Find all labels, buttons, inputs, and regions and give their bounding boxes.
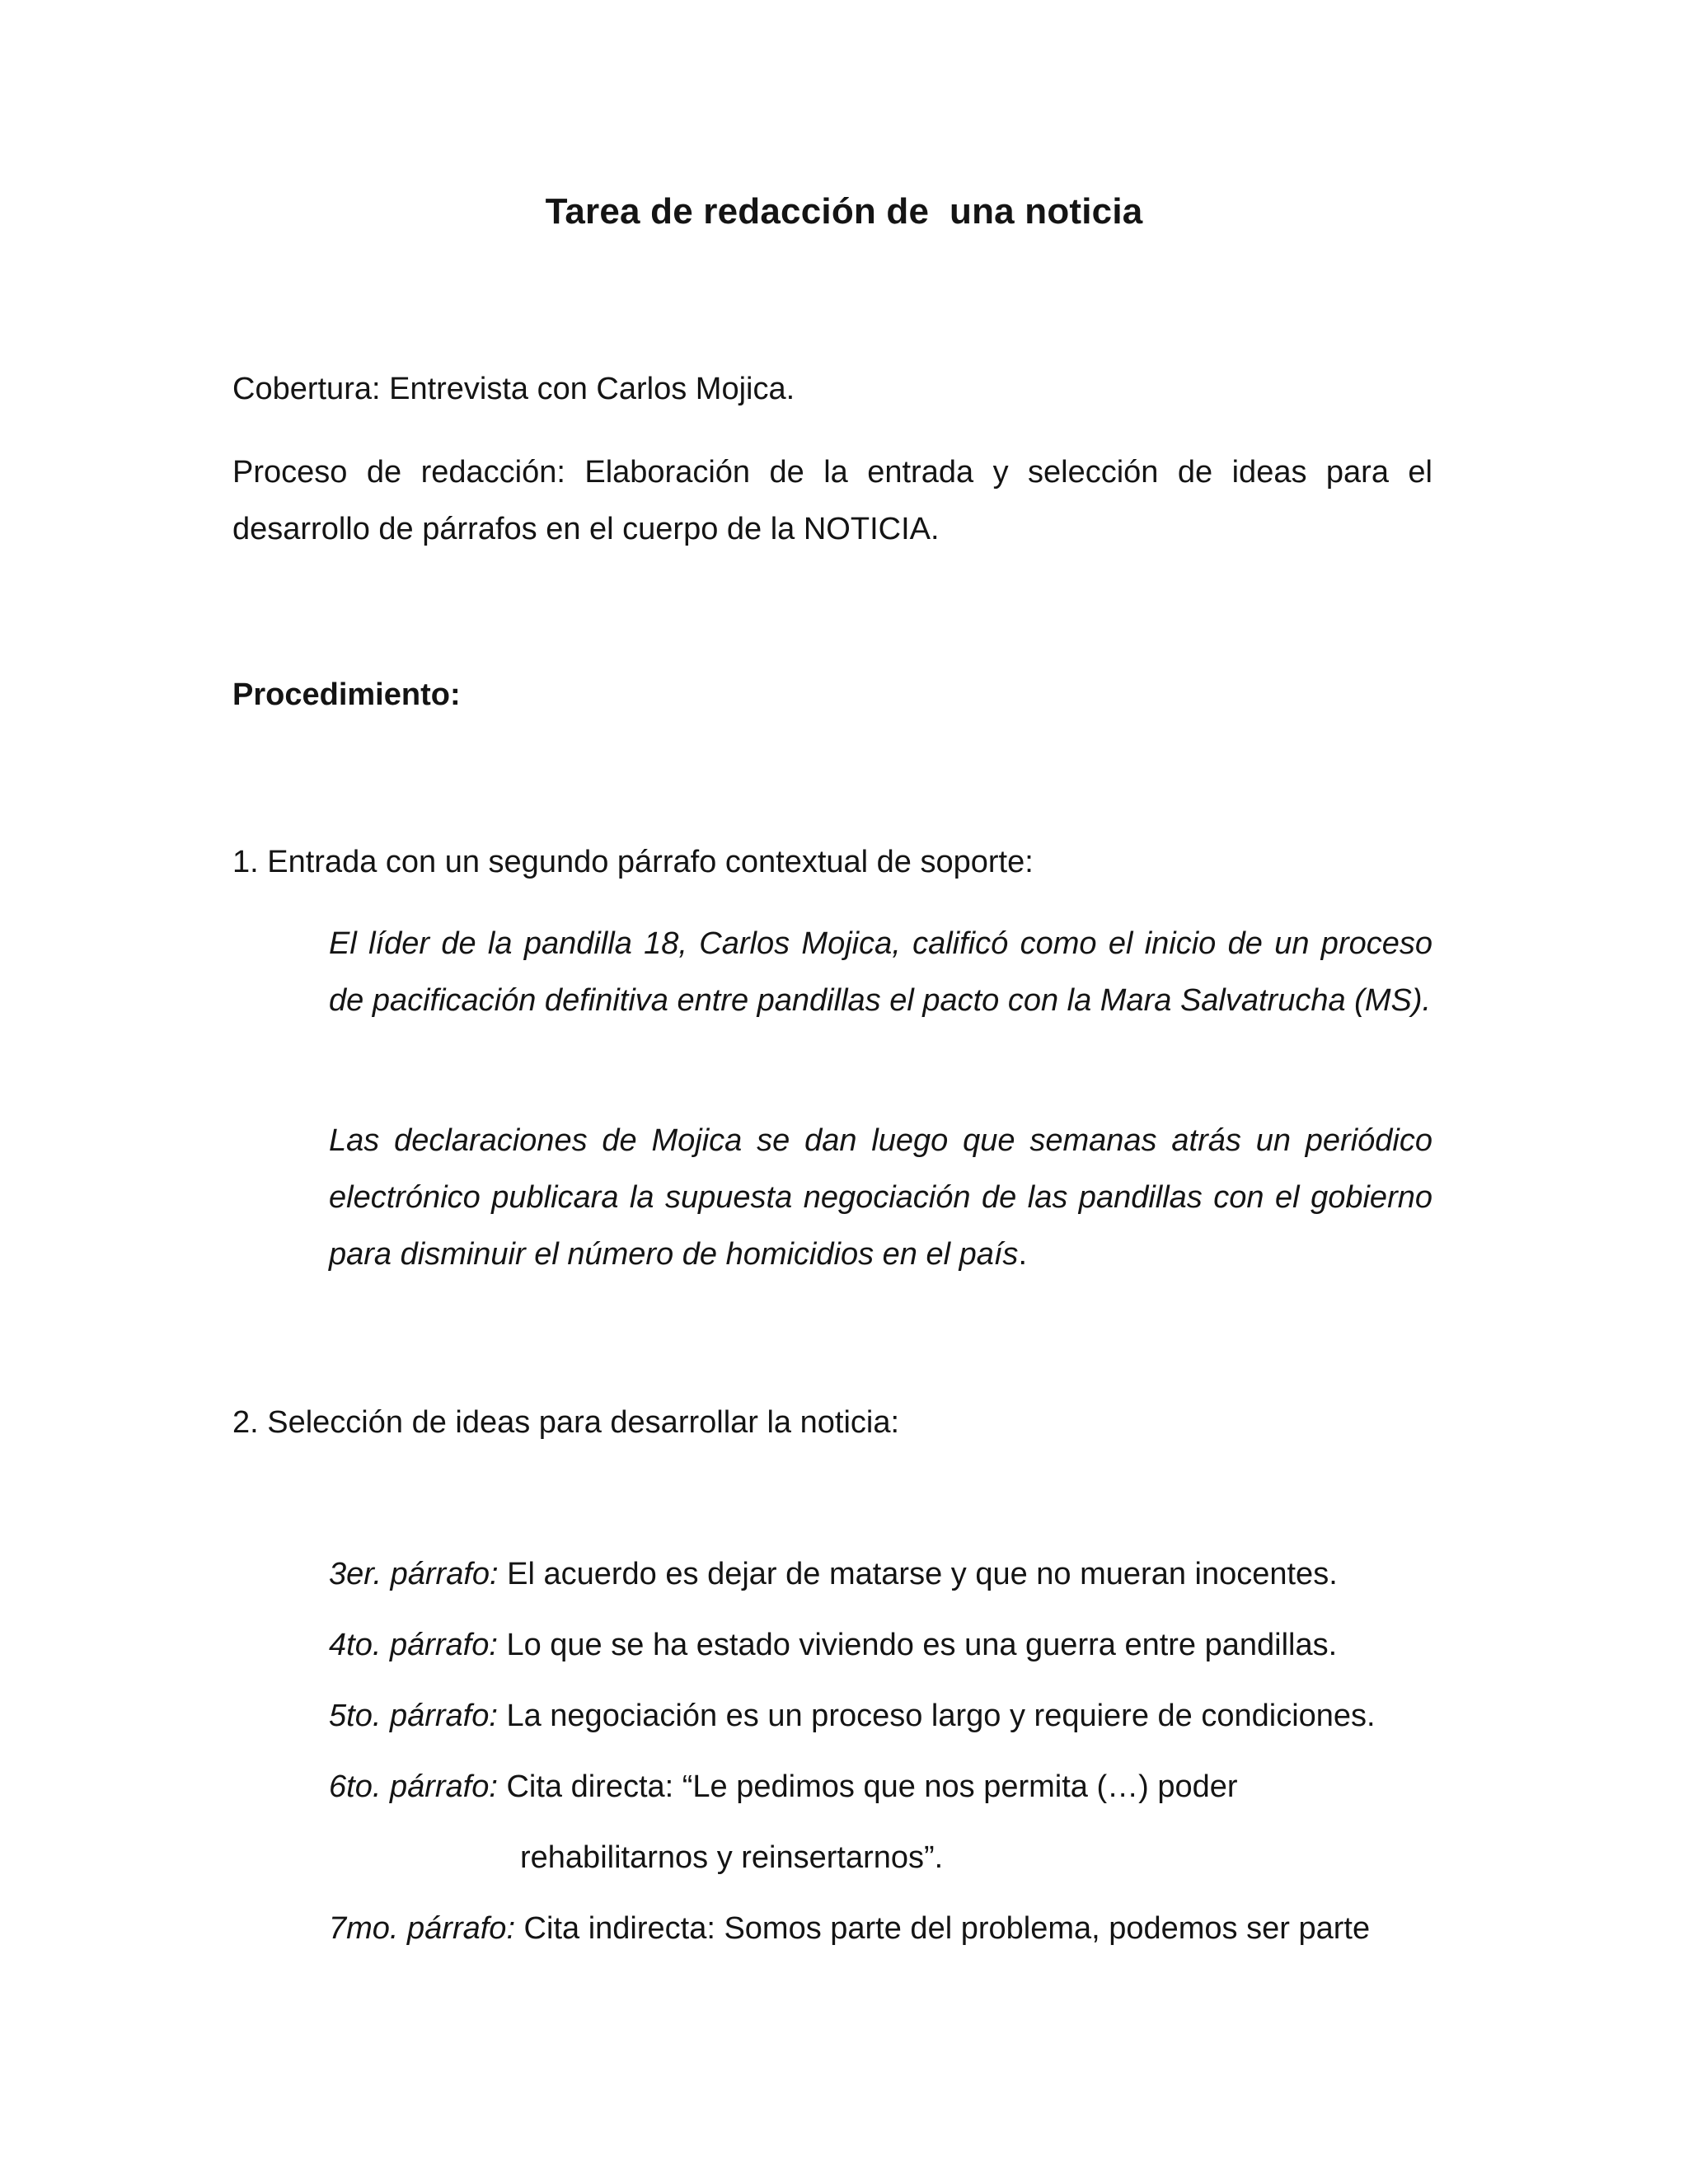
procedimiento-heading: Procedimiento:: [232, 677, 461, 712]
list-item-label: 3er. párrafo:: [329, 1557, 499, 1591]
step2-label: 2. Selección de ideas para desarrollar la noticia:: [232, 1405, 900, 1440]
list-item-text: Cita directa: “Le pedimos que nos permita (…) poder: [497, 1769, 1238, 1804]
list-item-label: 6to. párrafo:: [329, 1769, 498, 1804]
cobertura-line: Cobertura: Entrevista con Carlos Mojica.: [232, 372, 795, 406]
list-item-text: La negociación es un proceso largo y requiere de condiciones.: [497, 1699, 1376, 1733]
step1-paragraph-2: [329, 1113, 1432, 1283]
list-item-label: 7mo. párrafo:: [329, 1911, 515, 1946]
list-item-text: El acuerdo es dejar de matarse y que no mueran inocentes.: [498, 1557, 1338, 1591]
list-item-label: 5to. párrafo:: [329, 1699, 498, 1733]
list-item-6to: [329, 1768, 1238, 1806]
list-item-4to: [329, 1626, 1337, 1664]
list-item-5to: [329, 1697, 1376, 1735]
proceso-paragraph: Proceso de redacción: Elaboración de la entrada y selección de ideas para el desarrollo de párrafos en el cuerpo de la NOTICIA.: [232, 455, 1432, 546]
step1-paragraph-1: El líder de la pandilla 18, Carlos Mojica, calificó como el inicio de un proceso de pacificación definitiva entre pandillas el pacto con la Mara Salvatrucha (MS).: [329, 926, 1432, 1018]
list-item-6to-continuation: rehabilitarnos y reinsertarnos”.: [520, 1840, 944, 1875]
step1-paragraph-2-text: Las declaraciones de Mojica se dan luego que semanas atrás un periódico electrónico publicara la supuesta negociación de las pandillas con el gobierno para disminuir el número de homicidios en el país: [329, 1123, 1432, 1272]
list-item-3er: [329, 1555, 1338, 1593]
document-title: Tarea de redacción de una noticia: [545, 191, 1143, 232]
list-item-text: Cita indirecta: Somos parte del problema, podemos ser parte: [515, 1911, 1371, 1946]
list-item-label: 4to. párrafo:: [329, 1628, 498, 1662]
list-item-7mo: [329, 1910, 1370, 1947]
step1-paragraph-2-end: .: [1018, 1237, 1027, 1272]
step1-label: 1. Entrada con un segundo párrafo contextual de soporte:: [232, 845, 1034, 879]
list-item-text: Lo que se ha estado viviendo es una guerra entre pandillas.: [497, 1628, 1338, 1662]
